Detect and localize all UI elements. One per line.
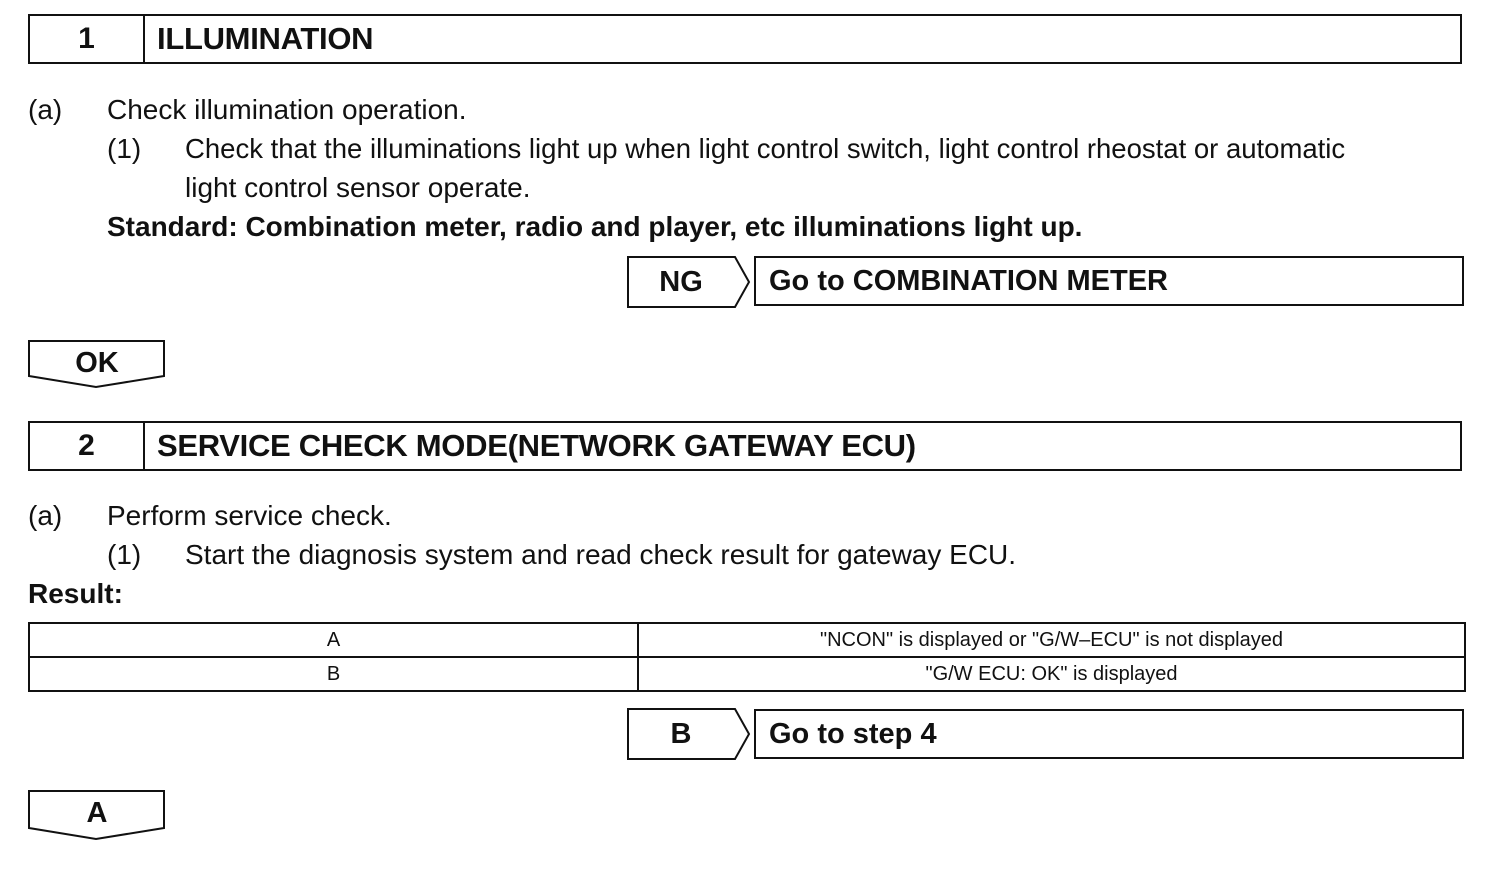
sub-item-text: Check that the illuminations light up when light control switch, light control rheostat or automatic bbox=[185, 133, 1346, 164]
item-marker: (a) bbox=[28, 94, 63, 125]
ok-down-arrow-button[interactable] bbox=[28, 340, 166, 392]
b-label: B bbox=[670, 717, 692, 750]
sub-item-text: Start the diagnosis system and read check result for gateway ECU. bbox=[185, 539, 1017, 570]
sub-item-text-continued: light control sensor operate. bbox=[185, 172, 531, 203]
table-row bbox=[29, 623, 1465, 657]
step-2-header bbox=[28, 421, 1462, 471]
ng-arrow-button[interactable] bbox=[627, 256, 751, 308]
step-number: 1 bbox=[30, 16, 145, 62]
ok-label: OK bbox=[75, 346, 119, 379]
result-table bbox=[28, 622, 1466, 692]
standard-text: Standard: Combination meter, radio and player, etc illuminations light up. bbox=[107, 211, 1083, 242]
sub-item-marker: (1) bbox=[107, 539, 142, 570]
ng-label: NG bbox=[659, 265, 703, 298]
step-title: SERVICE CHECK MODE(NETWORK GATEWAY ECU) bbox=[157, 428, 916, 463]
item-text: Check illumination operation. bbox=[107, 94, 467, 125]
result-label: Result: bbox=[28, 578, 123, 609]
a-down-arrow-button[interactable] bbox=[28, 790, 166, 842]
item-marker: (a) bbox=[28, 500, 63, 531]
step-1-header bbox=[28, 14, 1462, 64]
table-row bbox=[29, 657, 1465, 691]
result-description: "NCON" is displayed or "G/W–ECU" is not displayed bbox=[638, 623, 1465, 657]
goto-step-4-link[interactable]: Go to step 4 bbox=[754, 709, 1464, 759]
step-number: 2 bbox=[30, 423, 145, 469]
result-description: "G/W ECU: OK" is displayed bbox=[638, 657, 1465, 691]
goto-combination-meter-link[interactable]: Go to COMBINATION METER bbox=[754, 256, 1464, 306]
sub-item-marker: (1) bbox=[107, 133, 142, 164]
b-arrow-button[interactable] bbox=[627, 708, 751, 760]
step-title: ILLUMINATION bbox=[157, 21, 374, 56]
result-code: A bbox=[29, 623, 638, 657]
a-label: A bbox=[86, 796, 108, 829]
item-text: Perform service check. bbox=[107, 500, 392, 531]
result-code: B bbox=[29, 657, 638, 691]
